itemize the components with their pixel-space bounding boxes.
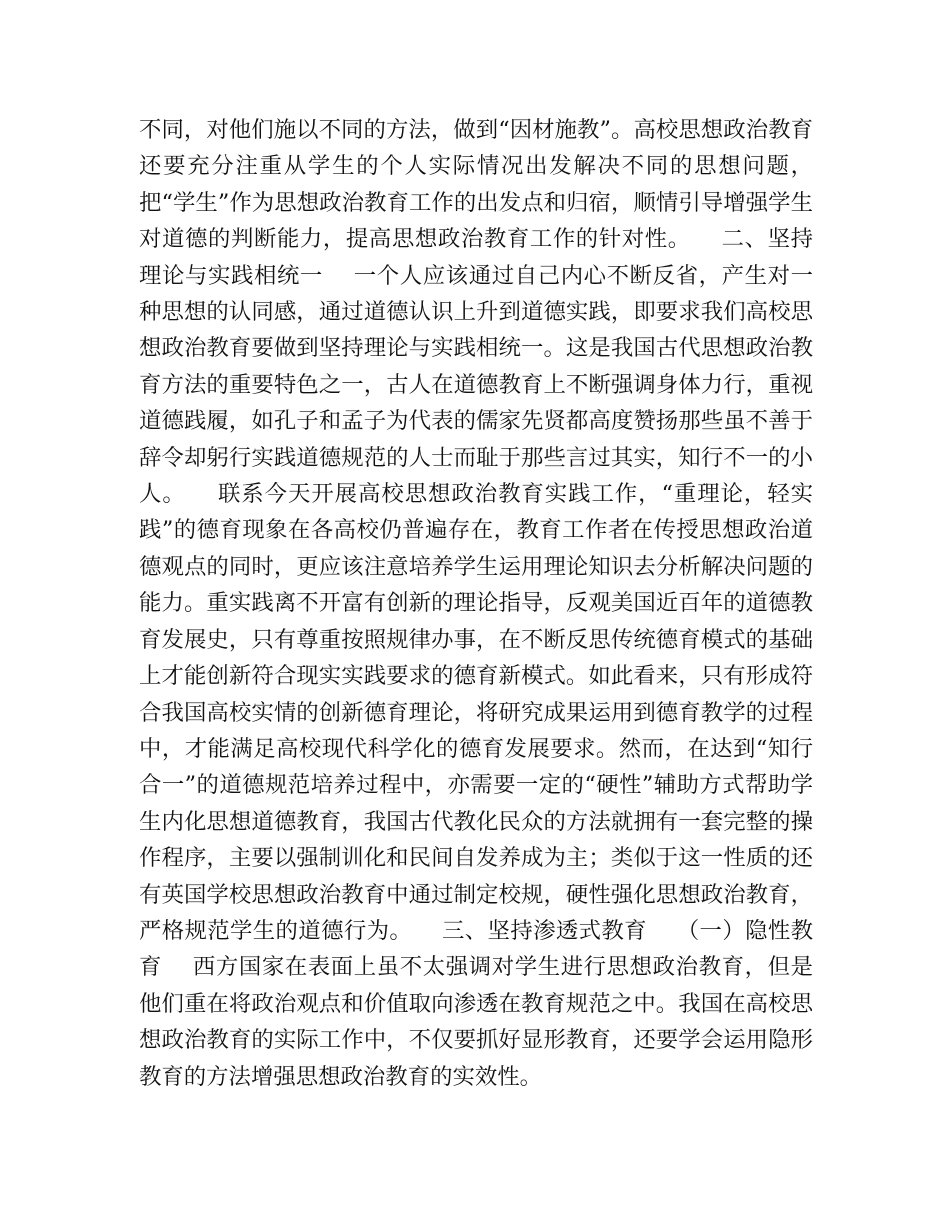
body-paragraph: 不同，对他们施以不同的方法，做到“因材施教”。高校思想政治教育还要充分注重从学生的个人实际情况出发解决不同的思想问题，把“学生”作为思想政治教育工作的出发点和归宿，顺情引导增强学生对道德的判断能力，提高思想政治教育工作的针对性。 二、坚持理论与实践相统一 一个人应该通过自己内心不断反省，产生对一种思想的认同感，通过道德认识上升到道德实践，即要求我们高校思想政治教育要做到坚持理论与实践相统一。这是我国古代思想政治教育方法的重要特色之一，古人在道德教育上不断强调身体力行，重视道德践履，如孔子和孟子为代表的儒家先贤都高度赞扬那些虽不善于辞令却躬行实践道德规范的人士而耻于那些言过其实，知行不一的小人。 联系今天开展高校思想政治教育实践工作，“重理论，轻实践”的德育现象在各高校仍普遍存在，教育工作者在传授思想政治道德观点的同时，更应该注意培养学生运用理论知识去分析解决问题的能力。重实践离不开富有创新的理论指导，反观美国近百年的道德教育发展史，只有尊重按照规律办事，在不断反思传统德育模式的基础上才能创新符合现实实践要求的德育新模式。如此看来，只有形成符合我国高校实情的创新德育理论，将研究成果运用到德育教学的过程中，才能满足高校现代科学化的德育发展要求。然而，在达到“知行合一”的道德规范培养过程中，亦需要一定的“硬性”辅助方式帮助学生内化思想道德教育，我国古代教化民众的方法就拥有一套完整的操作程序，主要以强制训化和民间自发养成为主；类似于这一性质的还有英国学校思想政治教育中通过制定校规，硬性强化思想政治教育，严格规范学生的道德行为。 三、坚持渗透式教育 （一）隐性教育 西方国家在表面上虽不太强调对学生进行思想政治教育，但是他们重在将政治观点和价值取向渗透在教育规范之中。我国在高校思想政治教育的实际工作中，不仅要抓好显形教育，还要学会运用隐形教育的方法增强思想政治教育的实效性。: [139, 117, 813, 1090]
